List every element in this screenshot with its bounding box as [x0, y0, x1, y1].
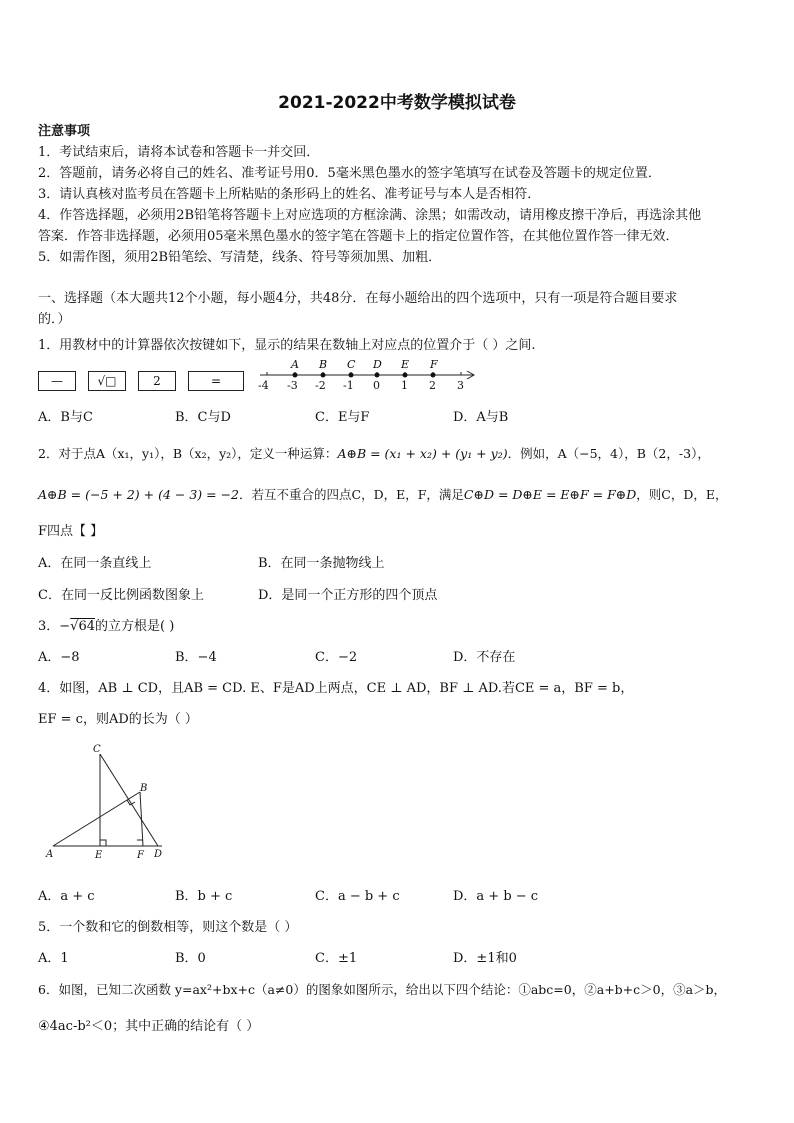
q5-option-c: C．±1	[315, 951, 358, 966]
q4-option-d: D．a + b − c	[453, 889, 539, 904]
axis-tick-label: -1	[343, 379, 354, 392]
q4-line2: EF = c，则AD的长为（ ）	[38, 712, 198, 727]
notice-item: 1．考试结束后，请将本试卷和答题卡一并交回．	[38, 145, 320, 160]
notice-item: 答案．作答非选择题，必须用05毫米黑色墨水的签字笔在答题卡上的指定位置作答，在其他位置作答一律无效．	[38, 229, 679, 244]
figure-label-b: B	[140, 783, 148, 794]
axis-tick-label: 2	[429, 379, 436, 392]
q2-line2	[38, 485, 728, 503]
q1-option-b: B．C与D	[175, 410, 231, 425]
q5-option-d: D．±1和0	[453, 951, 517, 966]
axis-point-label: A	[291, 358, 299, 371]
figure-label-c: C	[93, 744, 101, 755]
notice-item: 2．答题前，请务必将自己的姓名、准考证号用0．5毫米黑色墨水的签字笔填写在试卷及答题卡的规定位置．	[38, 166, 661, 181]
axis-tick-label: 0	[373, 379, 380, 392]
q5-option-b: B．0	[175, 951, 206, 966]
section-heading: 一、选择题（本大题共12个小题，每小题4分，共48分．在每小题给出的四个选项中，只有一项是符合题目要求	[38, 291, 678, 306]
q2-option-c: C．在同一反比例函数图象上	[38, 588, 204, 603]
q5-option-a: A．1	[38, 951, 69, 966]
q4-option-a: A．a + c	[38, 889, 95, 904]
q4-line1: 4．如图，AB ⊥ CD，且AB = CD. E、F是AD上两点，CE ⊥ AD，BF ⊥ AD.若CE = a，BF = b，	[38, 681, 634, 696]
axis-point-label: B	[319, 358, 328, 371]
q3-stem	[38, 615, 174, 634]
axis-point-label: D	[373, 358, 382, 371]
q2-stem-d: ，则C，D，E，	[636, 487, 728, 502]
calc-key-2: 2	[138, 371, 176, 391]
q2-option-a: A．在同一条直线上	[38, 556, 152, 571]
q2-option-b: B．在同一条抛物线上	[258, 556, 385, 571]
q3-radical: √64	[70, 619, 95, 634]
q2-stem-c: ．若互不重合的四点C，D，E，F，满足	[239, 487, 464, 502]
section-heading-cont: 的．）	[38, 312, 71, 327]
q2-formula-2: A⊕B = (−5 + 2) + (4 − 3) = −2	[38, 487, 240, 502]
figure-label-e: E	[95, 850, 103, 861]
q3-stem-pre: 3．−	[38, 619, 71, 634]
axis-tick-label: 1	[401, 379, 408, 392]
q4-figure	[40, 740, 175, 865]
figure-label-d: D	[154, 849, 163, 860]
calc-key-minus: —	[38, 371, 76, 391]
q3-option-b: B．−4	[175, 650, 217, 665]
notice-item: 4．作答选择题，必须用2B铅笔将答题卡上对应选项的方框涂满、涂黑；如需改动，请用橡皮擦干净后，再选涂其他	[38, 208, 702, 223]
q1-option-d: D．A与B	[453, 410, 509, 425]
axis-tick-label: -3	[287, 379, 298, 392]
q1-stem: 1．用教材中的计算器依次按键如下，显示的结果在数轴上对应点的位置介于（ ）之间.	[38, 338, 536, 353]
q5-stem: 5．一个数和它的倒数相等，则这个数是（ ）	[38, 920, 298, 935]
page-title: 2021-2022中考数学模拟试卷	[278, 93, 516, 113]
q2-line1	[38, 444, 710, 462]
figure-label-f: F	[137, 850, 144, 861]
figure-label-a: A	[46, 849, 54, 860]
q6-line2: ④4ac-b²＜0；其中正确的结论有（ ）	[38, 1019, 260, 1034]
calc-key-equals: =	[188, 371, 244, 391]
axis-tick-label: 3	[457, 379, 464, 392]
notice-heading: 注意事项	[38, 124, 91, 139]
q4-option-b: B．b + c	[175, 889, 233, 904]
axis-tick-label: -4	[258, 379, 269, 392]
q2-formula-3: C⊕D = D⊕E = E⊕F = F⊕D	[463, 487, 637, 502]
q2-stem-b: ．例如，A（−5，4），B（2，-3），	[507, 446, 710, 461]
q3-option-d: D．不存在	[453, 650, 516, 665]
axis-point-label: E	[401, 358, 410, 371]
q2-stem-a: 2．对于点A（x₁，y₁），B（x₂，y₂），定义一种运算：	[38, 446, 338, 461]
q2-line3: F四点【 】	[38, 524, 104, 539]
q2-option-d: D．是同一个正方形的四个顶点	[258, 588, 438, 603]
number-line	[255, 354, 480, 396]
calc-key-sqrt: √□	[88, 371, 126, 391]
notice-item: 5．如需作图，须用2B铅笔绘、写清楚，线条、符号等须加黑、加粗．	[38, 250, 442, 265]
q1-option-a: A．B与C	[38, 410, 93, 425]
q1-option-c: C．E与F	[315, 410, 370, 425]
axis-point-label: F	[430, 358, 438, 371]
axis-tick-label: -2	[315, 379, 326, 392]
q6-line1: 6．如图，已知二次函数 y=ax²+bx+c（a≠0）的图象如图所示，给出以下四个结论：①abc=0，②a+b+c＞0，③a＞b，	[38, 982, 727, 997]
q3-stem-post: 的立方根是( )	[95, 619, 175, 634]
axis-point-label: C	[347, 358, 356, 371]
q2-formula-1: A⊕B = (x₁ + x₂) + (y₁ + y₂)	[337, 446, 508, 461]
q3-option-c: C．−2	[315, 650, 358, 665]
notice-item: 3．请认真核对监考员在答题卡上所粘贴的条形码上的姓名、准考证号与本人是否相符．	[38, 187, 541, 202]
q4-option-c: C．a − b + c	[315, 889, 400, 904]
q3-option-a: A．−8	[38, 650, 80, 665]
